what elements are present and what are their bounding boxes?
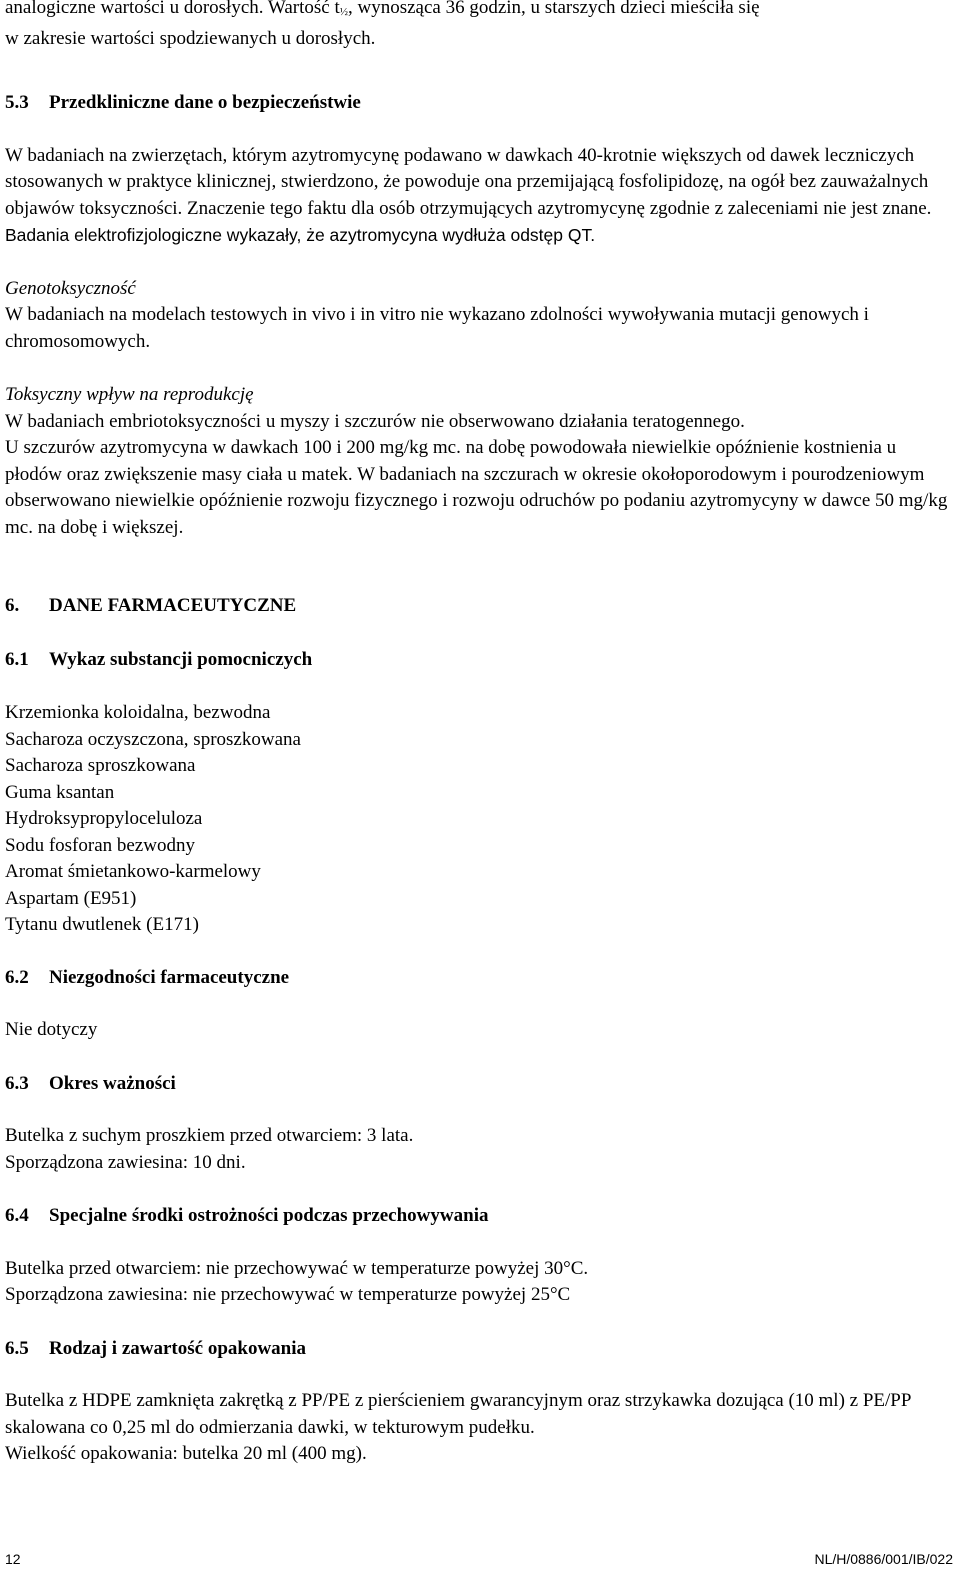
storage-line-2: Sporządzona zawiesina: nie przechowywać w temperaturze powyżej 25°C [5,1284,571,1305]
reproduction-title: Toksyczny wpływ na reprodukcję [5,384,254,405]
shelf-life-line-2: Sporządzona zawiesina: 10 dni. [5,1151,246,1173]
section-title: Przedkliniczne dane o bezpieczeństwie [49,92,361,113]
reproduction-text-2: U szczurów azytromycyna w dawkach 100 i 200 mg/kg mc. na dobę powodowała niewielkie opóźnienie kostnienia u płodów oraz zwiększenie masy ciała u matek. W badaniach na szczurach w okresie okołoporodowym i pourodzeniowym obserwowano niewielkie opóźnienie rozwoju fizycznego i rozwoju odruchów po podaniu azytromycyny w dawce 50 mg/kg mc. na dobę i większej. [5,437,948,538]
preclinical-paragraph [5,143,953,249]
document-page [5,0,953,1468]
list-item: Sacharoza oczyszczona, sproszkowana [5,728,301,750]
excipients-list [5,700,953,939]
intro-text-b: , wynosząca 36 godzin, u starszych dzieci mieściła się [348,0,760,18]
preclinical-text-1: W badaniach na zwierzętach, którym azytromycynę podawano w dawkach 40-krotnie większych od dawek leczniczych stosowanych w praktyce klinicznej, stwierdzono, że powoduje ona przemijającą fosfolipidozę, na ogół bez zauważalnych objawów toksyczności. Znaczenie tego faktu dla osób otrzymujących azytromycynę zgodnie z zaleceniami nie jest znane. [5,144,932,219]
section-6-heading [5,593,953,620]
section-number: 6.5 [5,1337,29,1359]
section-number: 6.2 [5,966,29,988]
list-item: Sodu fosforan bezwodny [5,834,195,856]
section-title: DANE FARMACEUTYCZNE [49,595,297,616]
section-5-3-heading [5,90,953,117]
section-number: 6. [5,595,20,616]
list-item: Guma ksantan [5,781,115,803]
document-reference: NL/H/0886/001/IB/022 [814,1551,953,1567]
section-6-5-heading [5,1336,953,1363]
incompatibilities-text: Nie dotyczy [5,1019,98,1040]
genotoxicity-title: Genotoksyczność [5,277,136,299]
half-life-subscript: ½ [339,6,348,18]
list-item: Tytanu dwutlenek (E171) [5,914,199,935]
page-footer [5,1546,953,1573]
list-item: Aspartam (E951) [5,887,137,909]
intro-line-2: w zakresie wartości spodziewanych u dorosłych. [5,27,376,49]
qt-text: Badania elektrofizjologiczne wykazały, że azytromycyna wydłuża odstęp QT. [5,225,596,245]
section-number: 6.3 [5,1072,29,1094]
list-item: Aromat śmietankowo-karmelowy [5,861,261,882]
section-6-2-heading [5,965,953,992]
section-number: 6.1 [5,648,29,670]
page-number: 12 [5,1551,21,1567]
section-title: Niezgodności farmaceutyczne [49,966,290,988]
intro-text-a: analogiczne wartości u dorosłych. Wartość t [5,0,340,18]
section-6-1-heading [5,647,953,674]
list-item: Sacharoza sproszkowana [5,755,196,776]
storage-line-1: Butelka przed otwarciem: nie przechowywać w temperaturze powyżej 30°C. [5,1257,589,1279]
section-number: 5.3 [5,92,29,113]
intro-line-1 [5,0,953,26]
section-title: Okres ważności [49,1072,176,1094]
section-6-4-heading [5,1203,953,1230]
section-title: Rodzaj i zawartość opakowania [49,1337,307,1359]
pack-size-text: Wielkość opakowania: butelka 20 ml (400 mg). [5,1443,367,1464]
section-number: 6.4 [5,1205,29,1226]
list-item: Hydroksypropyloceluloza [5,808,203,829]
section-title: Wykaz substancji pomocniczych [49,648,313,670]
genotoxicity-text: W badaniach na modelach testowych in vivo i in vitro nie wykazano zdolności wywoływania mutacji genowych i chromosomowych. [5,304,869,352]
section-title: Specjalne środki ostrożności podczas przechowywania [49,1205,489,1226]
section-6-3-heading [5,1071,953,1098]
list-item: Krzemionka koloidalna, bezwodna [5,702,271,723]
shelf-life-line-1: Butelka z suchym proszkiem przed otwarciem: 3 lata. [5,1125,414,1146]
reproduction-text-1: W badaniach embriotoksyczności u myszy i szczurów nie obserwowano działania teratogennego. [5,410,745,432]
container-text: Butelka z HDPE zamknięta zakrętką z PP/PE z pierścieniem gwarancyjnym oraz strzykawka dozująca (10 ml) z PE/PP skalowana co 0,25 ml do odmierzania dawki, w tekturowym pudełku. [5,1390,911,1438]
